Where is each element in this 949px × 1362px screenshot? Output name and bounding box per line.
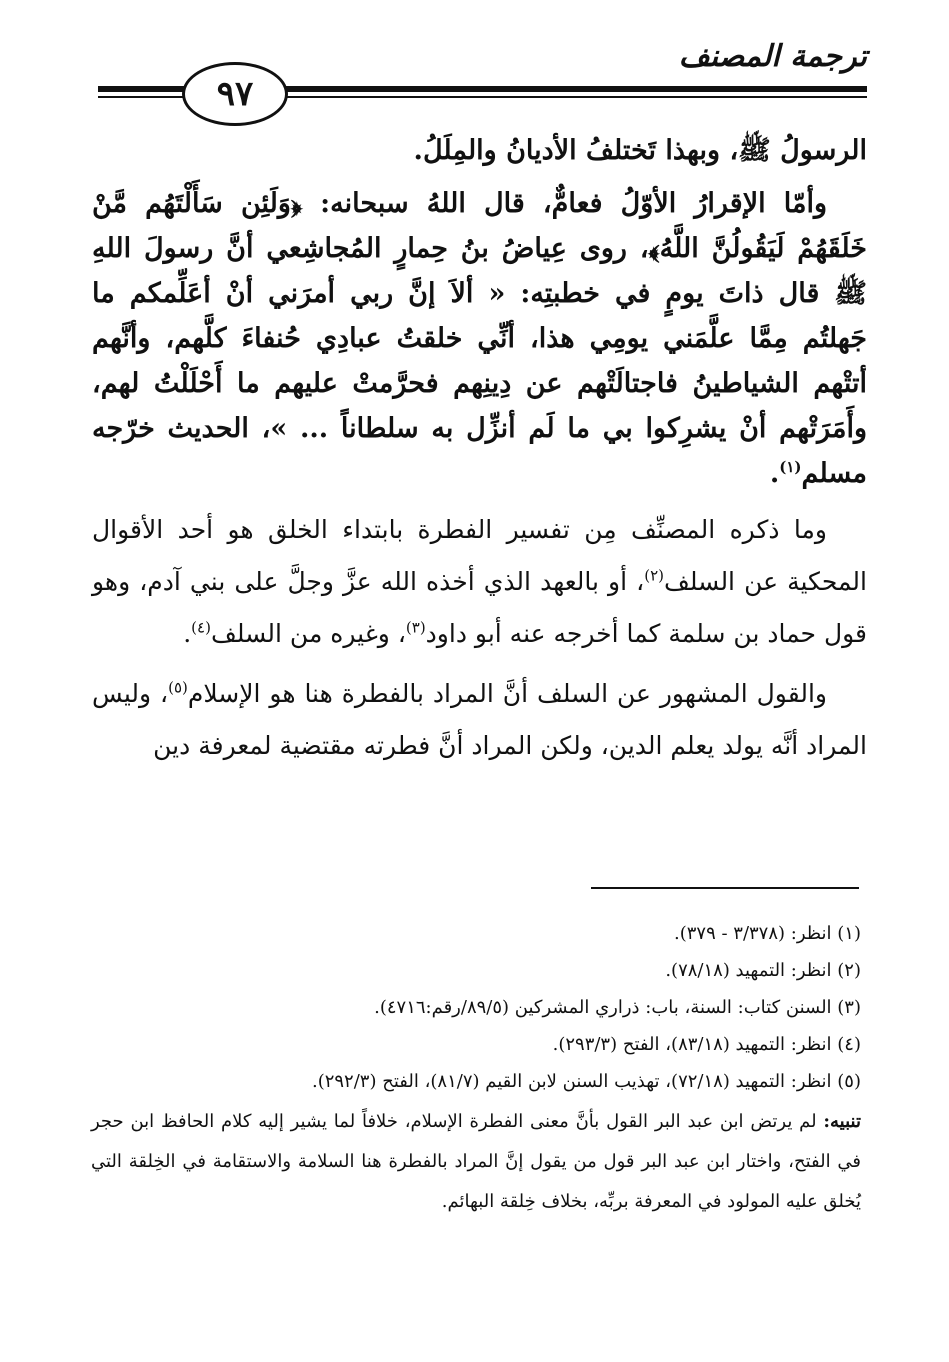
paragraph-4-text-b: ، وليس المراد أنَّه يولد يعلم الدين، ولكن المراد أنَّ فطرته مقتضية لمعرفة دين <box>92 679 867 760</box>
paragraph-3: وما ذكره المصنِّف مِن تفسير الفطرة بابتداء الخلق هو أحد الأقوال المحكية عن السلف$^{(٢)}$، أو بالعهد الذي أخذه الله عزَّ وجلَّ على بني آدم، وهو قول حماد بن سلمة كما أخرجه عنه أبو داود$^{(٣)}$، وغيره من السلف$^{(٤)}$. <box>92 515 867 648</box>
paragraph-2: وأمّا الإقرارُ الأوّلُ فعامٌّ، قال اللهُ سبحانه: ﴿وَلَئِن سَأَلْتَهُم مَّنْ خَلَقَهُمْ لَيَقُولُنَّ اللَّهُ﴾، روى عِياضُ بنُ حِمارٍ المُجاشِعي أنَّ رسولَ اللهِ ﷺ قال ذاتَ يومٍ في خطبتِه: « ألاَ إنَّ ربي أمرَني أنْ أعَلِّمكم ما جَهلتُم مِمَّا علَّمَني يومِي هذا، أنِّي خلقتُ عبادِي حُنفاءَ كلَّهم، وأنَّهم أتتْهم الشياطينُ فاجتالَتْهم عن دِينِهم فحرَّمتْ عليهم ما أَحْلَلْتُ لهم، وأَمَرَتْهم أنْ يشرِكوا بي ما لَم أنزِّل به سلطاناً ... »، الحديث خرّجه مسلم$^{(١)}$. <box>92 188 867 489</box>
note-text: لم يرتض ابن عبد البر القول بأنَّ معنى الفطرة الإسلام، خلافاً لما يشير إليه كلام الحافظ ابن حجر في الفتح، واختار ابن عبد البر قول من يقول إنَّ المراد بالفطرة هنا السلامة والاستقامة في الخِلقة التي يُخلق عليه المولود في المعرفة بربِّه، بخلاف خِلقة البهائم. <box>91 1111 861 1212</box>
paragraph-3-text-b: ، أو بالعهد الذي أخذه الله عزَّ وجلَّ على بني آدم، وهو قول حماد بن سلمة كما أخرجه عنه أبو داود <box>92 567 867 648</box>
footnote-3: (٣) السنن كتاب: السنة، باب: ذراري المشركين (٨٩/٥/رقم:٤٧١٦). <box>374 997 861 1018</box>
paragraph-1: الرسولُ ﷺ، وبهذا تَختلفُ الأديانُ والمِلَلُ. <box>413 135 867 166</box>
footnote-1: (١) انظر: (٣/٣٧٨ - ٣٧٩). <box>673 923 861 944</box>
paragraph-4-text-a: والقول المشهور عن السلف أنَّ المراد بالفطرة هنا هو الإسلام <box>187 679 827 708</box>
paragraph-2-text: وأمّا الإقرارُ الأوّلُ فعامٌّ، قال اللهُ سبحانه: ﴿وَلَئِن سَأَلْتَهُم مَّنْ خَلَقَهُمْ لَيَقُولُنَّ اللَّهُ﴾، روى عِياضُ بنُ حِمارٍ المُجاشِعي أنَّ رسولَ اللهِ ﷺ قال ذاتَ يومٍ في خطبتِه: « ألاَ إنَّ ربي أمرَني أنْ أعَلِّمكم ما جَهلتُم مِمَّا علَّمَني يومِي هذا، أنِّي خلقتُ عبادِي حُنفاءَ كلَّهم، وأنَّهم أتتْهم الشياطينُ فاجتالَتْهم عن دِينِهم فحرَّمتْ عليهم ما أَحْلَلْتُ لهم، وأَمَرَتْهم أنْ يشرِكوا بي ما لَم أنزِّل به سلطاناً ... »، الحديث خرّجه مسلم <box>92 188 867 489</box>
footnotes-section <box>91 915 861 1222</box>
footnote-5: (٥) انظر: التمهيد (٧٢/١٨)، تهذيب السنن لابن القيم (٨١/٧)، الفتح (٢٩٢/٣). <box>311 1071 861 1092</box>
paragraph-3-text-c: ، وغيره من السلف <box>210 619 406 648</box>
paragraph-4 <box>92 668 867 772</box>
running-header-title: ترجمة المصنف <box>678 39 867 74</box>
note-label: تنبيه: <box>823 1111 861 1132</box>
footnote-ref-3: (٣) <box>405 618 426 637</box>
footnote-separator <box>591 887 859 889</box>
footnote-note <box>91 1102 861 1222</box>
footnote-2: (٢) انظر: التمهيد (٧٨/١٨). <box>665 960 861 981</box>
page-number: ٩٧ <box>216 74 254 114</box>
footnote-ref-2: (٢) <box>644 566 664 585</box>
footnote-ref-5: (٥) <box>168 678 188 697</box>
paragraph-3-text-a: وما ذكره المصنِّف مِن تفسير الفطرة بابتداء الخلق هو أحد الأقوال المحكية عن السلف <box>92 515 867 596</box>
footnote-ref-1: (١) <box>779 458 802 476</box>
footnote-ref-4: (٤) <box>191 618 211 637</box>
page-number-badge <box>182 62 288 126</box>
footnote-4: (٤) انظر: التمهيد (٨٣/١٨)، الفتح (٢٩٣/٣). <box>552 1034 861 1055</box>
main-text <box>92 128 867 780</box>
